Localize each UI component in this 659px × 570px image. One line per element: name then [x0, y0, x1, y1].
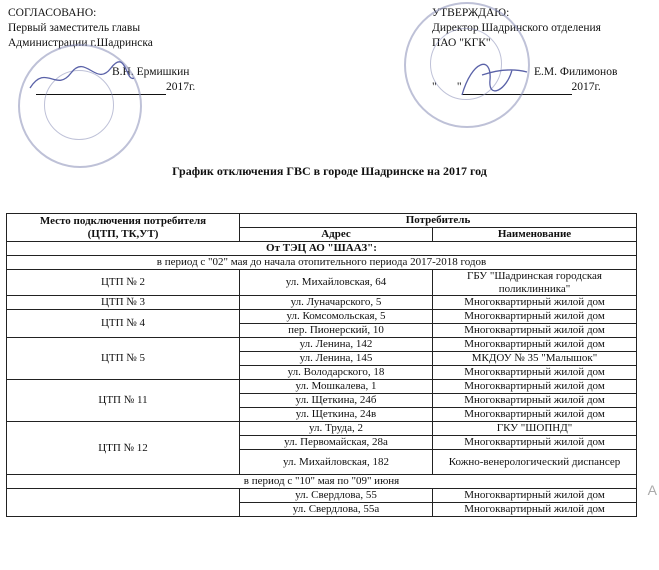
name-cell: Многоквартирный жилой дом: [433, 296, 637, 310]
address-cell: ул. Комсомольская, 5: [240, 310, 433, 324]
signature-left: [26, 58, 136, 98]
address-cell: ул. Луначарского, 5: [240, 296, 433, 310]
name-cell: Многоквартирный жилой дом: [433, 380, 637, 394]
approval-right-title: УТВЕРЖДАЮ:: [432, 7, 510, 19]
table-header-row: [7, 214, 637, 228]
header-place: [7, 214, 240, 242]
name-cell: Многоквартирный жилой дом: [433, 324, 637, 338]
source-row: [7, 242, 637, 256]
name-cell: Многоквартирный жилой дом: [433, 310, 637, 324]
place-cell: ЦТП № 3: [7, 296, 240, 310]
approval-left-title: СОГЛАСОВАНО:: [8, 7, 97, 19]
address-cell: пер. Пионерский, 10: [240, 324, 433, 338]
approval-left-signer: В.Н. Ермишкин: [112, 66, 190, 78]
period-row: [7, 256, 637, 270]
approval-right-position: Директор Шадринского отделения: [432, 22, 601, 34]
name-cell: ГБУ "Шадринская городская поликлинника": [433, 270, 637, 296]
approval-left-year: 2017г.: [166, 81, 196, 93]
period-label: в период с "10" мая по "09" июня: [7, 475, 637, 489]
name-cell: Многоквартирный жилой дом: [433, 436, 637, 450]
period-label: в период с "02" мая до начала отопительного периода 2017-2018 годов: [7, 256, 637, 270]
name-cell: Многоквартирный жилой дом: [433, 489, 637, 503]
place-cell: ЦТП № 4: [7, 310, 240, 338]
approval-right-date-quotes: " ": [432, 81, 462, 93]
name-cell: Многоквартирный жилой дом: [433, 503, 637, 517]
approval-right-organization: ПАО "КГК": [432, 37, 491, 49]
name-cell: МКДОУ № 35 "Малышок": [433, 352, 637, 366]
address-cell: ул. Мошкалева, 1: [240, 380, 433, 394]
place-cell: ЦТП № 2: [7, 270, 240, 296]
table-row: [7, 380, 637, 394]
name-cell: ГКУ "ШОПНД": [433, 422, 637, 436]
address-cell: ул. Володарского, 18: [240, 366, 433, 380]
table-row: [7, 296, 637, 310]
address-cell: ул. Первомайская, 28а: [240, 436, 433, 450]
approval-right-year: 2017г.: [571, 81, 601, 93]
shutdown-schedule-table: [6, 213, 637, 517]
address-cell: ул. Михайловская, 182: [240, 450, 433, 475]
approval-right-signer: Е.М. Филимонов: [534, 66, 618, 78]
address-cell: ул. Щеткина, 24б: [240, 394, 433, 408]
name-cell: Многоквартирный жилой дом: [433, 408, 637, 422]
table-row: [7, 338, 637, 352]
address-cell: ул. Ленина, 145: [240, 352, 433, 366]
table-row: [7, 489, 637, 503]
approval-left-organization: Администрации г.Шадринска: [8, 37, 153, 49]
edge-artifact: А: [647, 482, 657, 498]
header-place-line2: (ЦТП, ТК,УТ): [87, 227, 159, 240]
name-cell: Кожно-венерологический диспансер: [433, 450, 637, 475]
table-row: [7, 270, 637, 296]
header-name: Наименование: [433, 228, 637, 242]
place-cell: ЦТП № 11: [7, 380, 240, 422]
address-cell: ул. Труда, 2: [240, 422, 433, 436]
name-cell: Многоквартирный жилой дом: [433, 366, 637, 380]
document-title: График отключения ГВС в городе Шадринске на 2017 год: [172, 164, 487, 178]
header-place-line1: Место подключения потребителя: [39, 214, 207, 227]
address-cell: ул. Ленина, 142: [240, 338, 433, 352]
approval-left-position: Первый заместитель главы: [8, 22, 141, 34]
name-cell: Многоквартирный жилой дом: [433, 338, 637, 352]
header-address: Адрес: [240, 228, 433, 242]
address-cell: ул. Свердлова, 55а: [240, 503, 433, 517]
address-cell: ул. Щеткина, 24в: [240, 408, 433, 422]
address-cell: ул. Свердлова, 55: [240, 489, 433, 503]
signature-right: [452, 50, 532, 110]
place-cell: [7, 489, 240, 517]
table-row: [7, 310, 637, 324]
source-label: От ТЭЦ АО "ШААЗ":: [7, 242, 637, 256]
header-consumer: Потребитель: [240, 214, 637, 228]
place-cell: ЦТП № 12: [7, 422, 240, 475]
table-row: [7, 422, 637, 436]
address-cell: ул. Михайловская, 64: [240, 270, 433, 296]
period-row: [7, 475, 637, 489]
name-cell: Многоквартирный жилой дом: [433, 394, 637, 408]
place-cell: ЦТП № 5: [7, 338, 240, 380]
